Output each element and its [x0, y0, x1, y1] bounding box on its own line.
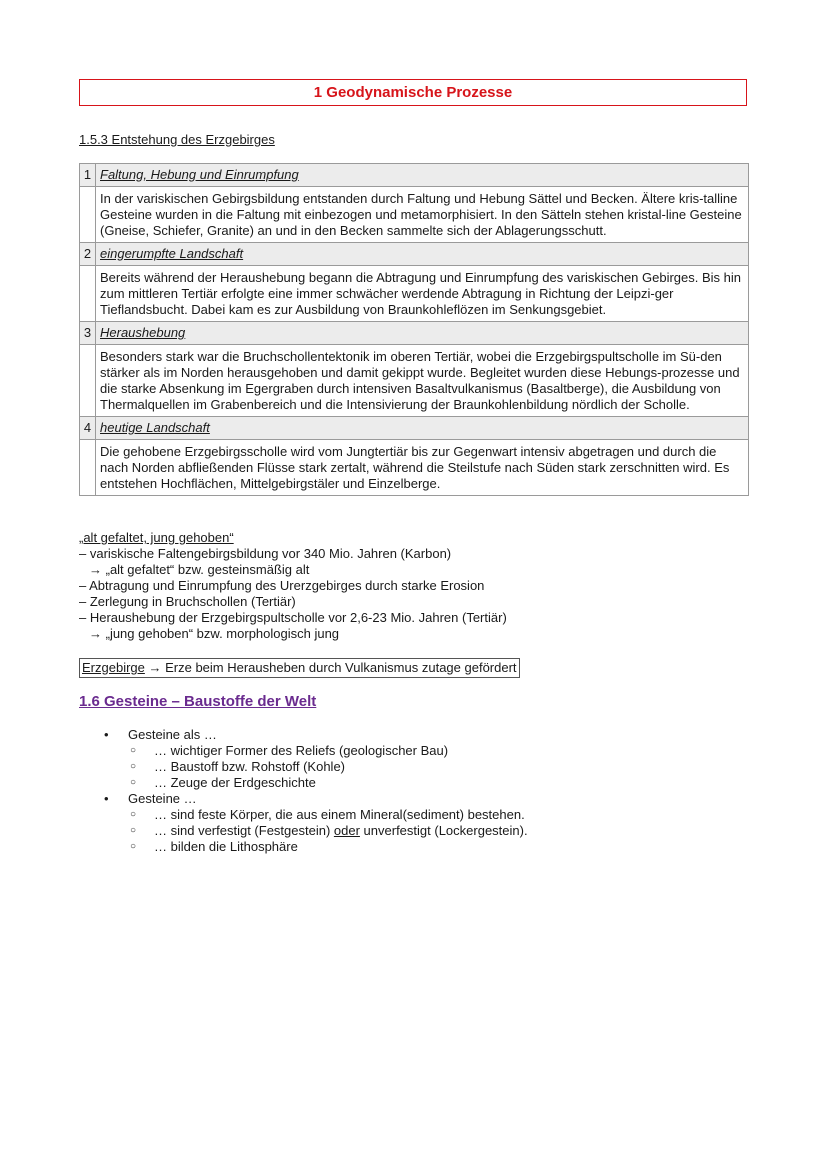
subheading: 1.5.3 Entstehung des Erzgebirges — [79, 132, 275, 147]
stage-header-row — [80, 322, 749, 345]
sub-list-item: ○ … sind feste Körper, die aus einem Mineral(sediment) bestehen. — [98, 807, 528, 823]
sub-list-item: ○ … Baustoff bzw. Rohstoff (Kohle) — [98, 759, 528, 775]
stage-number: 4 — [80, 417, 96, 440]
boxed-note-text: → Erze beim Herausheben durch Vulkanismus zutage gefördert — [144, 660, 517, 675]
stage-header-row — [80, 417, 749, 440]
stage-body-row — [80, 345, 749, 417]
notes-block — [79, 530, 507, 642]
stage-number: 1 — [80, 164, 96, 187]
stage-header-row — [80, 243, 749, 266]
sub-list-item: ○ … Zeuge der Erdgeschichte — [98, 775, 528, 791]
boxed-note-term: Erzgebirge — [82, 660, 145, 675]
note-line: → „jung gehoben“ bzw. morphologisch jung — [89, 626, 340, 641]
stage-label: Heraushebung — [96, 322, 749, 345]
stage-text: Besonders stark war die Bruchschollentektonik im oberen Tertiär, wobei die Erzgebirgspultscholle im Sü-den stärker als im Norden herausgehoben und damit gekippt wurde. Begleitet wurden diese Hebungs-prozesse und die starke Absenkung im Egergraben durch intensiven Basaltvulkanismus (Basaltberge), die Ausbildung von Thermalquellen im Grabenbereich und die Intensivierung der Braunkohlenbildung nördlich der Scholle. — [96, 345, 749, 417]
stage-text: In der variskischen Gebirgsbildung entstanden durch Faltung und Hebung Sättel und Becken. Ältere kris-talline Gesteine wurden in die Faltung mit einbezogen und metamorphisiert. In den Sätteln stehen kristal-line Gesteine (Gneise, Schiefer, Granite) an und in den Becken sammelte sich der Ablagerungsschutt. — [96, 187, 749, 243]
stage-body-row — [80, 266, 749, 322]
sub-list-item: ○ … wichtiger Former des Reliefs (geologischer Bau) — [98, 743, 528, 759]
stage-body-row — [80, 440, 749, 496]
note-line: – Heraushebung der Erzgebirgspultscholle vor 2,6-23 Mio. Jahren (Tertiär) — [79, 610, 507, 625]
note-line: → „alt gefaltet“ bzw. gesteinsmäßig alt — [89, 562, 310, 577]
boxed-note — [79, 658, 520, 678]
stage-label: eingerumpfte Landschaft — [96, 243, 749, 266]
list-item: • Gesteine als … — [98, 727, 528, 743]
stage-number: 3 — [80, 322, 96, 345]
note-line: – Abtragung und Einrumpfung des Urerzgebirges durch starke Erosion — [79, 578, 485, 593]
stage-body-row — [80, 187, 749, 243]
stage-text: Die gehobene Erzgebirgsscholle wird vom Jungtertiär bis zur Gegenwart intensiv abgetragen und durch die nach Norden abfließenden Flüsse stark zertalt, während die Steilstufe nach Süden stark zerschnitten wird. Es entstehen Hochflächen, Mittelgebirgstäler und Einzelberge. — [96, 440, 749, 496]
section-heading: 1.6 Gesteine – Baustoffe der Welt — [79, 693, 317, 710]
stage-number: 2 — [80, 243, 96, 266]
stage-label: heutige Landschaft — [96, 417, 749, 440]
list-item: • Gesteine … — [98, 791, 528, 807]
bullet-list — [98, 727, 528, 855]
page-title: 1 Geodynamische Prozesse — [79, 79, 747, 106]
notes-heading: „alt gefaltet, jung gehoben“ — [79, 530, 234, 545]
stages-table — [79, 163, 749, 496]
stage-label: Faltung, Hebung und Einrumpfung — [96, 164, 749, 187]
note-line: – variskische Faltengebirgsbildung vor 340 Mio. Jahren (Karbon) — [79, 546, 452, 561]
note-line: – Zerlegung in Bruchschollen (Tertiär) — [79, 594, 296, 609]
sub-list-item: ○ … bilden die Lithosphäre — [98, 839, 528, 855]
stage-header-row — [80, 164, 749, 187]
stage-text: Bereits während der Heraushebung begann die Abtragung und Einrumpfung des variskischen Gebirges. Bis hin zum mittleren Tertiär erfolgte eine immer schwächer werdende Abtragung in Richtung der Leipzi-ger Tieflandsbucht. Dabei kam es zur Ausbildung von Braunkohleflözen im Senkungsgebiet. — [96, 266, 749, 322]
sub-list-item: ○ … sind verfestigt (Festgestein) oder unverfestigt (Lockergestein). — [98, 823, 528, 839]
